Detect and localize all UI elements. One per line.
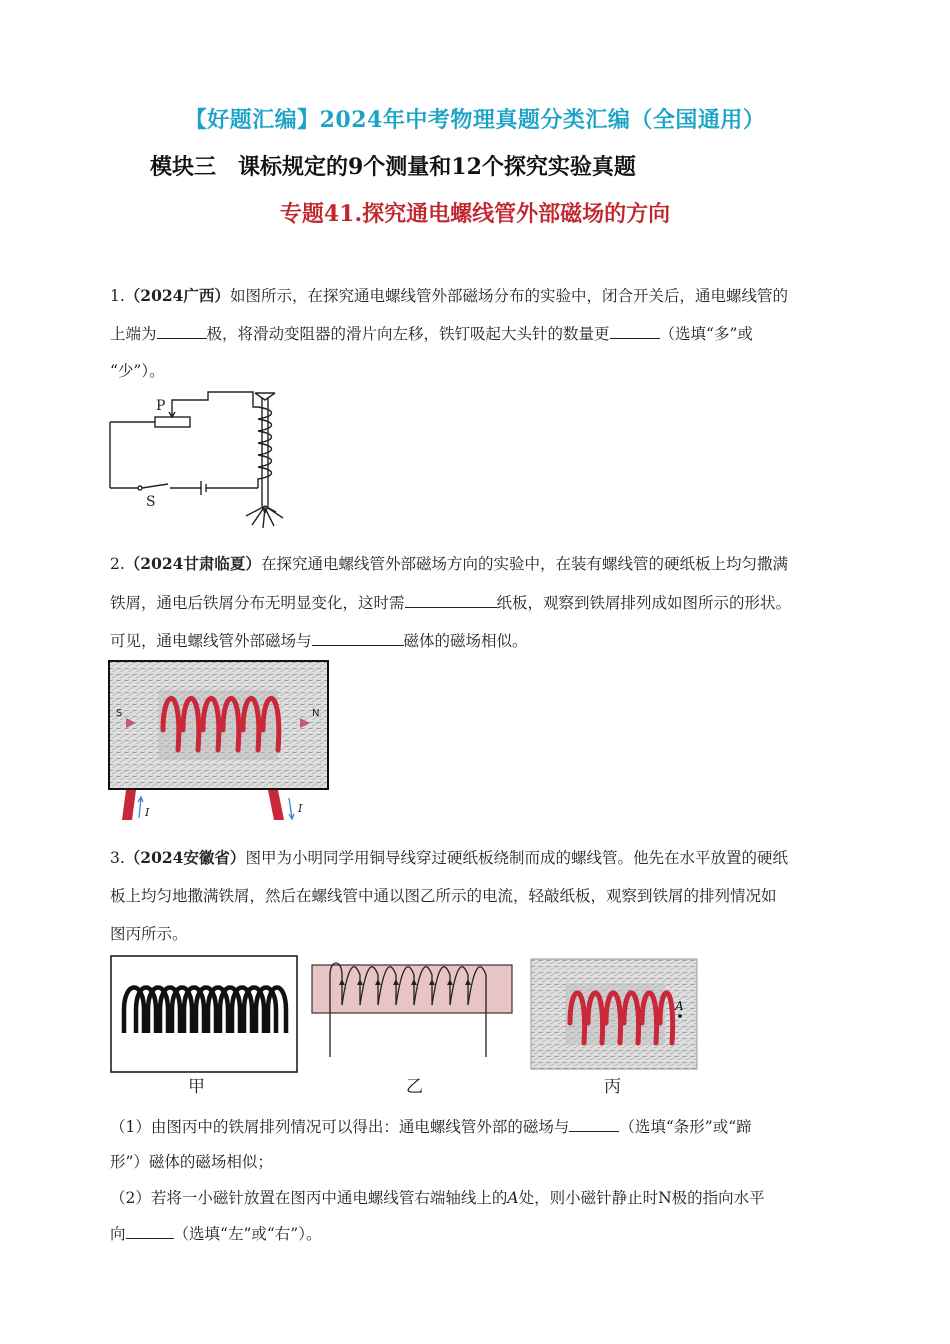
q2-label-s: S: [116, 708, 123, 719]
q2-source: （2024甘肃临夏）: [124, 554, 261, 573]
q1-label-s: S: [146, 494, 156, 510]
q2-label-i1: I: [145, 806, 150, 819]
q2-blank1[interactable]: [405, 593, 497, 608]
q3-figure-yi: [310, 955, 516, 1073]
q3-text1: 图甲为小明同学用铜导线穿过硬纸板绕制而成的螺线管。他先在水平放置的硬纸: [245, 849, 788, 867]
q1-text2b: 极，将滑动变阻器的滑片向左移，铁钉吸起大头针的数量更: [206, 325, 610, 343]
q2-line1: [110, 554, 850, 574]
q2-solenoid-photo: [108, 660, 330, 826]
q3-label-jia: 甲: [188, 1077, 205, 1097]
collection-title: 【好题汇编】2024年中考物理真题分类汇编（全国通用）: [184, 107, 766, 133]
q1-circuit-figure: [108, 388, 288, 533]
q1-line3: “少”）。: [110, 362, 165, 380]
q3-line2: 板上均匀地撒满铁屑，然后在螺线管中通以图乙所示的电流，轻敲纸板，观察到铁屑的排列情况如: [110, 887, 777, 905]
q1-blank2[interactable]: [610, 324, 660, 339]
q2-line2: [110, 593, 850, 613]
q3-source: （2024安徽省）: [124, 848, 246, 867]
q3-blank1[interactable]: [569, 1117, 619, 1132]
q2-blank2[interactable]: [312, 631, 404, 646]
q1-number: 1.: [110, 287, 125, 305]
q2-text3a: 可见，通电螺线管外部磁场与: [110, 632, 312, 650]
q3-sub1-line1: [110, 1117, 850, 1137]
topic-title: 专题41.探究通电螺线管外部磁场的方向: [279, 201, 671, 227]
q3-sub1-line2: 形”）磁体的磁场相似；: [110, 1153, 273, 1171]
module-title: 模块三 课标规定的9个测量和12个探究实验真题: [150, 154, 636, 180]
q1-source: （2024广西）: [124, 286, 230, 305]
q3-label-bing: 丙: [604, 1077, 621, 1097]
q1-label-p: P: [156, 398, 166, 414]
q2-label-n: N: [312, 708, 320, 719]
q3-line3: 图丙所示。: [110, 925, 188, 943]
q2-text3b: 磁体的磁场相似。: [403, 632, 528, 650]
q2-line3: [110, 631, 850, 651]
q3-label-a: A: [675, 999, 684, 1013]
q3-sub2-text-d: 向: [110, 1225, 126, 1243]
q2-text1: 在探究通电螺线管外部磁场方向的实验中，在装有螺线管的硬纸板上均匀撒满: [260, 555, 788, 573]
q3-figure-bing: [530, 958, 698, 1070]
q3-sub1-text-b: （选填“条形”或“蹄: [619, 1118, 752, 1136]
q3-sub2-text-c: 处，则小磁针静止时N极的指向水平: [518, 1189, 765, 1207]
q2-number: 2.: [110, 555, 125, 573]
q1-text2a: 上端为: [110, 325, 157, 343]
q2-text2b: 纸板，观察到铁屑排列成如图所示的形状。: [496, 594, 792, 612]
q2-text2a: 铁屑，通电后铁屑分布无明显变化，这时需: [110, 594, 405, 612]
q3-sub2-text-e: （选填“左”或“右”）。: [173, 1225, 322, 1243]
q3-sub2-point-a: A: [507, 1189, 519, 1207]
q1-text2c: （选填“多”或: [659, 325, 753, 343]
q3-sub2-line1: [110, 1188, 850, 1208]
q1-line1: [110, 286, 850, 306]
q3-number: 3.: [110, 849, 125, 867]
q1-blank1[interactable]: [157, 324, 207, 339]
q3-line1: [110, 848, 850, 868]
q3-blank2[interactable]: [126, 1224, 174, 1239]
q3-figure-jia: [110, 955, 298, 1073]
q3-sub2-line2: [110, 1224, 850, 1244]
q3-sub1-text-a: （1）由图丙中的铁屑排列情况可以得出：通电螺线管外部的磁场与: [110, 1118, 570, 1136]
q1-line2: [110, 324, 850, 344]
q1-text1: 如图所示，在探究通电螺线管外部磁场分布的实验中，闭合开关后，通电螺线管的: [229, 287, 788, 305]
q3-sub2-text-a: （2）若将一小磁针放置在图丙中通电螺线管右端轴线上的: [110, 1189, 508, 1207]
q2-label-i2: I: [298, 802, 303, 815]
q3-label-yi: 乙: [406, 1077, 423, 1097]
